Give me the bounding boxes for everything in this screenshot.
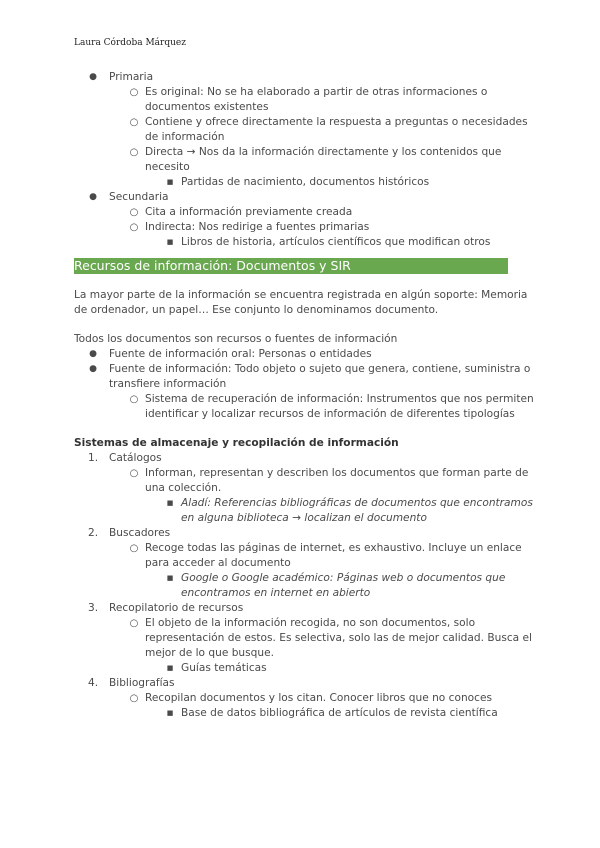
numbered-item: 2. Buscadores xyxy=(88,527,171,539)
square-bullet-icon: ■ xyxy=(166,664,174,672)
circle-bullet-icon: ○ xyxy=(129,207,139,218)
list-item: ○ El objeto de la información recogida, no son documentos, solo representación de estos. Es selectiva, solo las de mejor calidad. Busca el mejor de lo que busque. xyxy=(129,617,532,659)
resources-list xyxy=(74,347,534,422)
disc-bullet-icon: ● xyxy=(89,349,97,359)
list-item: ■ Guías temáticas xyxy=(74,661,534,676)
list-item: ○ Informan, representan y describen los documentos que forman parte de una colección. xyxy=(129,467,529,494)
circle-bullet-icon: ○ xyxy=(129,147,139,158)
circle-bullet-icon: ○ xyxy=(129,468,139,479)
circle-bullet-icon: ○ xyxy=(129,618,139,629)
circle-bullet-icon: ○ xyxy=(129,543,139,554)
disc-bullet-icon: ● xyxy=(89,192,97,202)
square-bullet-icon: ■ xyxy=(166,499,174,507)
author-header: Laura Córdoba Márquez xyxy=(74,38,186,48)
numbered-item: 4. Bibliografías xyxy=(88,677,175,689)
list-item-secundaria: ● Secundaria xyxy=(74,190,534,205)
systems-list xyxy=(74,451,534,721)
list-item: ○ Directa → Nos da la información directamente y los contenidos que necesito xyxy=(129,146,502,173)
square-bullet-icon: ■ xyxy=(166,238,174,246)
list-item: ○ Indirecta: Nos redirige a fuentes primarias xyxy=(129,221,370,233)
list-item: ○ Cita a información previamente creada xyxy=(129,206,353,218)
paragraph: Todos los documentos son recursos o fuentes de información xyxy=(74,333,398,345)
list-item: ● Fuente de información oral: Personas o entidades xyxy=(74,347,534,362)
sources-list xyxy=(74,70,534,250)
paragraph: La mayor parte de la información se encuentra registrada en algún soporte: Memoria de ordenador, un papel… Ese conjunto lo denominamos documento. xyxy=(74,289,528,316)
list-item: ○ Recopilan documentos y los citan. Conocer libros que no conoces xyxy=(129,692,493,704)
list-item: ○ Es original: No se ha elaborado a partir de otras informaciones o documentos existentes xyxy=(129,86,488,113)
list-item: ■ Aladí: Referencias bibliográficas de documentos que encontramos en alguna biblioteca → localizan el documento xyxy=(74,496,534,526)
numbered-item: 3. Recopilatorio de recursos xyxy=(88,602,244,614)
list-item: ■ Libros de historia, artículos científicos que modifican otros xyxy=(74,235,534,250)
list-item: ○ Recoge todas las páginas de internet, es exhaustivo. Incluye un enlace para acceder al documento xyxy=(129,542,522,569)
list-item: ○ Sistema de recuperación de información: Instrumentos que nos permiten identificar y localizar recursos de información de diferentes tipologías xyxy=(129,393,534,420)
section-heading: Recursos de información: Documentos y SIR xyxy=(74,258,508,274)
circle-bullet-icon: ○ xyxy=(129,87,139,98)
circle-bullet-icon: ○ xyxy=(129,222,139,233)
document-content xyxy=(74,70,534,721)
list-item: ■ Google o Google académico: Páginas web o documentos que encontramos en internet en abierto xyxy=(74,571,534,601)
square-bullet-icon: ■ xyxy=(166,709,174,717)
square-bullet-icon: ■ xyxy=(166,574,174,582)
list-item-primaria: ● Primaria xyxy=(74,70,534,85)
square-bullet-icon: ■ xyxy=(166,178,174,186)
circle-bullet-icon: ○ xyxy=(129,117,139,128)
list-item: ● Fuente de información: Todo objeto o sujeto que genera, contiene, suministra o transfiere información xyxy=(74,362,534,392)
list-item: ■ Base de datos bibliográfica de artículos de revista científica xyxy=(74,706,534,721)
circle-bullet-icon: ○ xyxy=(129,693,139,704)
subsection-title: Sistemas de almacenaje y recopilación de información xyxy=(74,437,399,449)
disc-bullet-icon: ● xyxy=(89,72,97,82)
disc-bullet-icon: ● xyxy=(89,364,97,374)
list-item: ○ Contiene y ofrece directamente la respuesta a preguntas o necesidades de información xyxy=(129,116,528,143)
numbered-item: 1. Catálogos xyxy=(88,452,162,464)
circle-bullet-icon: ○ xyxy=(129,394,139,405)
list-item: ■ Partidas de nacimiento, documentos históricos xyxy=(74,175,534,190)
